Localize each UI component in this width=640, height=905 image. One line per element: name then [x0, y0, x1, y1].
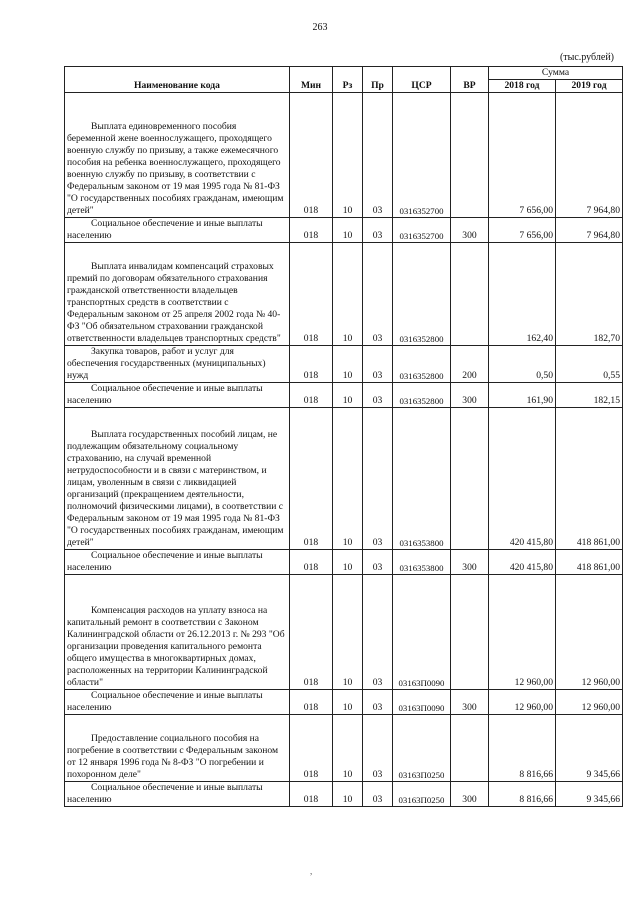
row-min: 018 — [290, 218, 333, 243]
row-name: Социальное обеспечение и иные выплаты населению — [65, 550, 290, 575]
header-2019: 2019 год — [556, 80, 623, 93]
row-rz: 10 — [333, 383, 363, 408]
row-min: 018 — [290, 93, 333, 218]
row-2018: 162,40 — [489, 243, 556, 346]
row-min: 018 — [290, 575, 333, 690]
row-2018: 420 415,80 — [489, 408, 556, 550]
row-2019: 7 964,80 — [556, 218, 623, 243]
row-name: Социальное обеспечение и иные выплаты населению — [65, 218, 290, 243]
row-csr: 0316353800 — [393, 408, 451, 550]
row-rz: 10 — [333, 93, 363, 218]
table-row — [65, 715, 623, 782]
row-pr: 03 — [363, 715, 393, 782]
row-vr — [451, 243, 489, 346]
row-2019: 182,15 — [556, 383, 623, 408]
table-row — [65, 346, 623, 383]
table-row — [65, 93, 623, 218]
row-2018: 161,90 — [489, 383, 556, 408]
row-csr: 03163П0090 — [393, 575, 451, 690]
row-min: 018 — [290, 346, 333, 383]
row-vr: 300 — [451, 383, 489, 408]
row-min: 018 — [290, 383, 333, 408]
row-2019: 12 960,00 — [556, 690, 623, 715]
row-pr: 03 — [363, 575, 393, 690]
budget-table — [64, 66, 623, 807]
table-row — [65, 690, 623, 715]
row-rz: 10 — [333, 575, 363, 690]
row-vr — [451, 715, 489, 782]
row-vr: 300 — [451, 218, 489, 243]
row-2019: 12 960,00 — [556, 575, 623, 690]
header-pr: Пр — [363, 67, 393, 93]
row-csr: 03163П0250 — [393, 715, 451, 782]
row-vr — [451, 575, 489, 690]
header-vr: ВР — [451, 67, 489, 93]
table-row — [65, 243, 623, 346]
row-rz: 10 — [333, 218, 363, 243]
row-2019: 182,70 — [556, 243, 623, 346]
row-2018: 7 656,00 — [489, 218, 556, 243]
table-row — [65, 218, 623, 243]
row-csr: 0316352800 — [393, 383, 451, 408]
row-pr: 03 — [363, 218, 393, 243]
row-pr: 03 — [363, 346, 393, 383]
header-name: Наименование кода — [65, 67, 290, 93]
row-name: Закупка товаров, работ и услуг для обеспечения государственных (муниципальных) нужд — [65, 346, 290, 383]
row-2018: 420 415,80 — [489, 550, 556, 575]
row-pr: 03 — [363, 243, 393, 346]
row-pr: 03 — [363, 690, 393, 715]
row-name: Социальное обеспечение и иные выплаты населению — [65, 383, 290, 408]
header-2018: 2018 год — [489, 80, 556, 93]
table-row — [65, 550, 623, 575]
row-name: Выплата государственных пособий лицам, не подлежащим обязательному социальному страхованию, на случай временной нетрудоспособности и в связи с материнством, и лицам, уволенным в связи с ликвидацией организаций (прекращением деятельности, полномочий физическими лицами), в соответствии с Федеральным законом от 19 мая 1995 года № 81-ФЗ "О государственных пособиях гражданам, имеющим детей" — [65, 408, 290, 550]
table-row — [65, 782, 623, 807]
table-header — [65, 67, 623, 93]
units-label: (тыс.рублей) — [559, 52, 614, 63]
row-csr: 0316352800 — [393, 346, 451, 383]
row-2018: 8 816,66 — [489, 782, 556, 807]
row-2019: 0,55 — [556, 346, 623, 383]
row-pr: 03 — [363, 782, 393, 807]
row-min: 018 — [290, 243, 333, 346]
table-row — [65, 383, 623, 408]
row-2018: 12 960,00 — [489, 690, 556, 715]
row-name: Выплата инвалидам компенсаций страховых премий по договорам обязательного страхования гражданской ответственности владельцев транспортных средств в соответствии с Федеральным законом от 25 апреля 2002 года № 40-ФЗ "Об обязательном страховании гражданской ответственности владельцев транспортных средств" — [65, 243, 290, 346]
row-pr: 03 — [363, 383, 393, 408]
row-name: Социальное обеспечение и иные выплаты населению — [65, 782, 290, 807]
row-csr: 03163П0090 — [393, 690, 451, 715]
table-body — [65, 93, 623, 807]
row-vr — [451, 93, 489, 218]
row-min: 018 — [290, 690, 333, 715]
row-pr: 03 — [363, 93, 393, 218]
row-2018: 0,50 — [489, 346, 556, 383]
row-pr: 03 — [363, 550, 393, 575]
row-2018: 8 816,66 — [489, 715, 556, 782]
row-vr: 200 — [451, 346, 489, 383]
row-2019: 9 345,66 — [556, 782, 623, 807]
row-2018: 7 656,00 — [489, 93, 556, 218]
header-csr: ЦСР — [393, 67, 451, 93]
row-min: 018 — [290, 550, 333, 575]
row-vr: 300 — [451, 550, 489, 575]
row-csr: 03163П0250 — [393, 782, 451, 807]
row-csr: 0316352800 — [393, 243, 451, 346]
row-csr: 0316352700 — [393, 218, 451, 243]
row-csr: 0316353800 — [393, 550, 451, 575]
row-rz: 10 — [333, 782, 363, 807]
table-row — [65, 575, 623, 690]
row-2018: 12 960,00 — [489, 575, 556, 690]
row-csr: 0316352700 — [393, 93, 451, 218]
row-rz: 10 — [333, 550, 363, 575]
header-sum: Сумма — [489, 67, 623, 80]
row-rz: 10 — [333, 408, 363, 550]
row-rz: 10 — [333, 690, 363, 715]
row-vr — [451, 408, 489, 550]
header-rz: Рз — [333, 67, 363, 93]
row-min: 018 — [290, 715, 333, 782]
row-name: Компенсация расходов на уплату взноса на капитальный ремонт в соответствии с Законом Калининградской области от 26.12.2013 г. № 293 "Об организации проведения капитального ремонта общего имущества в многоквартирных домах, расположенных на территории Калининградской области" — [65, 575, 290, 690]
row-min: 018 — [290, 782, 333, 807]
row-min: 018 — [290, 408, 333, 550]
row-rz: 10 — [333, 346, 363, 383]
row-2019: 418 861,00 — [556, 550, 623, 575]
row-name: Выплата единовременного пособия беременной жене военнослужащего, проходящего военную службу по призыву, а также ежемесячного пособия на ребенка военнослужащего, проходящего военную службу по призыву, в соответствии с Федеральным законом от 19 мая 1995 года № 81-ФЗ "О государственных пособиях гражданам, имеющим детей" — [65, 93, 290, 218]
row-vr: 300 — [451, 690, 489, 715]
row-rz: 10 — [333, 243, 363, 346]
row-vr: 300 — [451, 782, 489, 807]
row-2019: 418 861,00 — [556, 408, 623, 550]
table-row — [65, 408, 623, 550]
row-2019: 7 964,80 — [556, 93, 623, 218]
stray-mark: , — [310, 866, 313, 876]
header-min: Мин — [290, 67, 333, 93]
row-name: Предоставление социального пособия на погребение в соответствии с Федеральным законом от 12 января 1996 года № 8-ФЗ "О погребении и похоронном деле" — [65, 715, 290, 782]
row-name: Социальное обеспечение и иные выплаты населению — [65, 690, 290, 715]
row-2019: 9 345,66 — [556, 715, 623, 782]
row-pr: 03 — [363, 408, 393, 550]
row-rz: 10 — [333, 715, 363, 782]
page-number: 263 — [312, 22, 328, 33]
